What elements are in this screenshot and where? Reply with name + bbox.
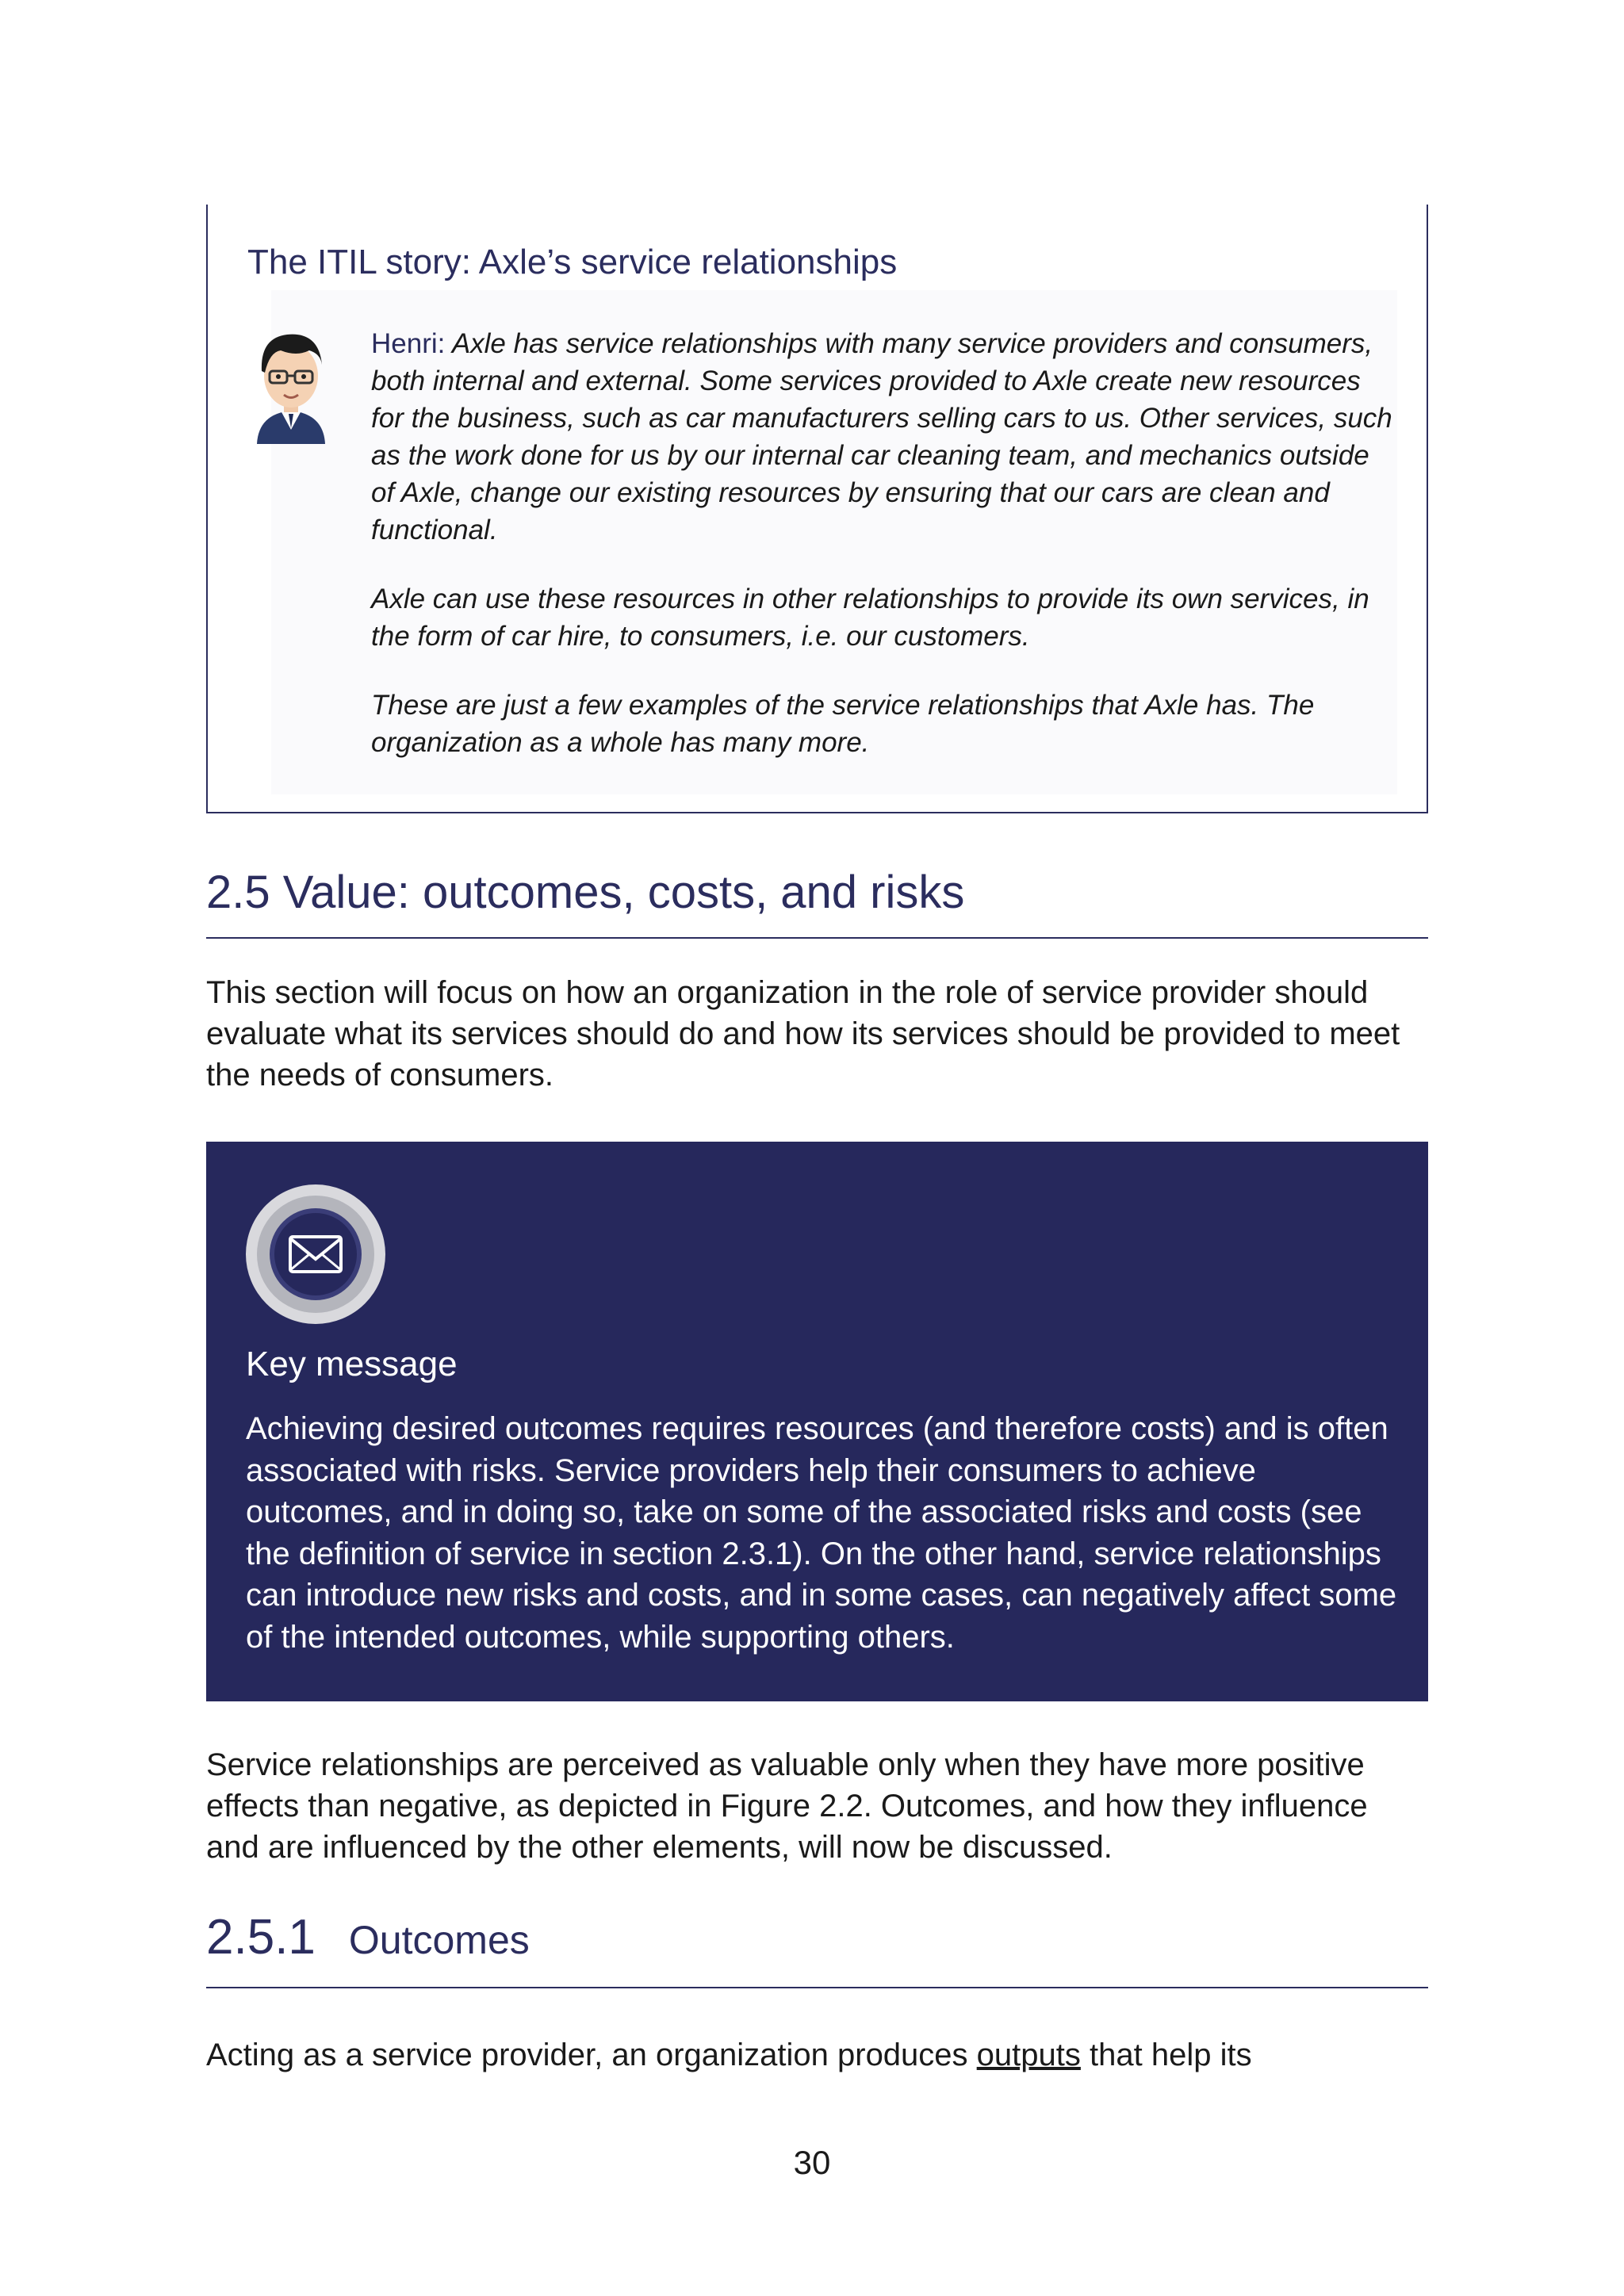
story-paragraph-2: Axle can use these resources in other relationships to provide its own services, in the form of car hire, to consumers, i.e. our customers. xyxy=(371,584,1369,652)
outcomes-paragraph xyxy=(206,2034,1428,2076)
henri-avatar-icon xyxy=(252,325,330,444)
outcomes-text-after: that help its xyxy=(1080,2038,1252,2072)
after-key-paragraph: Service relationships are perceived as valuable only when they have more positive effects than negative, as depicted in Figure 2.2. Outcomes, and how they influence and are influenced by the other elements, will now be discussed. xyxy=(206,1747,1368,1865)
story-text xyxy=(371,325,1394,793)
page-number: 30 xyxy=(793,2144,831,2181)
section-heading: 2.5 Value: outcomes, costs, and risks xyxy=(206,866,1428,939)
section-intro: This section will focus on how an organization in the role of service provider should evaluate what its services should do and how its services should be provided to meet the needs of consumers. xyxy=(206,975,1400,1093)
envelope-icon xyxy=(244,1183,387,1326)
subsection-heading xyxy=(206,1909,1428,1988)
story-paragraph-1 xyxy=(371,325,1394,549)
outcomes-text-before: Acting as a service provider, an organization produces xyxy=(206,2038,977,2072)
subsection-number: 2.5.1 xyxy=(206,1910,316,1965)
outputs-link[interactable]: outputs xyxy=(976,2038,1081,2072)
speaker-label: Henri: xyxy=(371,328,446,359)
subsection-title: Outcomes xyxy=(348,1918,530,1962)
key-message-text: Achieving desired outcomes requires resources (and therefore costs) and is often associated with risks. Service providers help their consumers to achieve outcomes, and in doing so, take on some of the associated risks and costs (see the definition of service in section 2.3.1). On the other hand, service relationships can introduce new risks and costs, and in some cases, can negatively affect some of the intended outcomes, while supporting others. xyxy=(246,1411,1397,1655)
key-message-title: Key message xyxy=(246,1345,458,1383)
itil-story-box xyxy=(206,205,1428,813)
story-title: The ITIL story: Axle’s service relationships xyxy=(247,243,898,281)
key-message-box xyxy=(206,1142,1428,1701)
story-paragraph-3: These are just a few examples of the service relationships that Axle has. The organization as a whole has many more. xyxy=(371,690,1315,758)
story-paragraph-1-text: Axle has service relationships with many service providers and consumers, both internal and external. Some services provided to Axle create new resources for the business, such as car manufacturers selling cars to us. Other services, such as the work done for us by our internal car cleaning team, and mechanics outside of Axle, change our existing resources by ensuring that our cars are clean and functional. xyxy=(371,328,1392,545)
